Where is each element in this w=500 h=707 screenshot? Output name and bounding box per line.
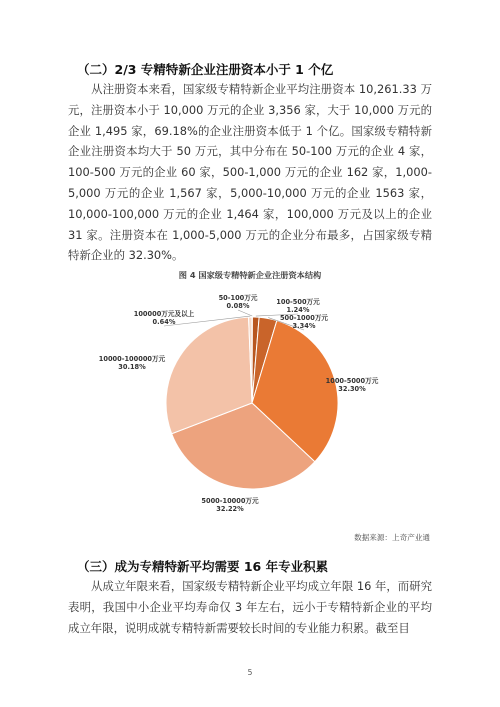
- slice-label: 5000-10000万元: [201, 497, 259, 505]
- paragraph-1-text: 从注册资本来看，国家级专精特新企业平均注册资本 10,261.33 万元，注册资本小于 10,000 万元的企业 3,356 家，大于 10,000 万元的企业 1,495 家，69.18%的企业注册资本低于 1 个亿。国家级专精特新企业注册资本均大于 50 万元，其中分布在 50-100 万元的企业 4 家，100-500 万元的企业 60 家，500-1,000 万元的企业 162 家，1,000-5,000 万元的企业 1,567 家，5,000-10,000 万元的企业 1563 家，10,000-100,000 万元的企业 1,464 家，100,000 万元及以上的企业 31 家。注册资本在 1,000-5,000 万元的企业分布最多，占国家级专精特新企业的 32.30%。: [68, 82, 432, 263]
- paragraph-company-age: [68, 576, 432, 638]
- slice-label: 100-500万元: [276, 298, 320, 306]
- slice-value-label: 32.30%: [338, 385, 366, 393]
- slice-value-label: 0.64%: [152, 318, 176, 326]
- paragraph-2-text: 从成立年限来看，国家级专精特新企业平均成立年限 16 年，而研究表明，我国中小企业平均寿命仅 3 年左右，远小于专精特新企业的平均成立年限，说明成就专精特新需要较长时间的专业能力积累。截至目: [68, 579, 432, 635]
- slice-label: 100000万元及以上: [133, 310, 195, 318]
- slice-label: 10000-100000万元: [98, 355, 166, 363]
- section-heading-2: （三）成为专精特新平均需要 16 年专业积累: [77, 559, 329, 574]
- slice-value-label: 3.34%: [292, 322, 316, 330]
- source-note: 数据来源：上奇产业通: [354, 533, 430, 542]
- leader-line: [238, 310, 252, 316]
- slice-value-label: 32.22%: [216, 505, 244, 513]
- slice-value-label: 1.24%: [286, 306, 310, 314]
- section-heading: （二）2/3 专精特新企业注册资本小于 1 个亿: [77, 62, 334, 77]
- slice-value-label: 30.18%: [118, 363, 146, 371]
- chart-title: 图 4 国家级专精特新企业注册资本结构: [178, 270, 322, 280]
- slice-label: 1000-5000万元: [325, 377, 379, 385]
- slice-label: 500-1000万元: [279, 314, 329, 322]
- page-number: 5: [247, 668, 253, 677]
- pie-chart: [90, 285, 410, 520]
- slice-label: 50-100万元: [218, 294, 258, 302]
- slice-value-label: 0.08%: [226, 302, 250, 310]
- paragraph-registered-capital: [68, 79, 432, 266]
